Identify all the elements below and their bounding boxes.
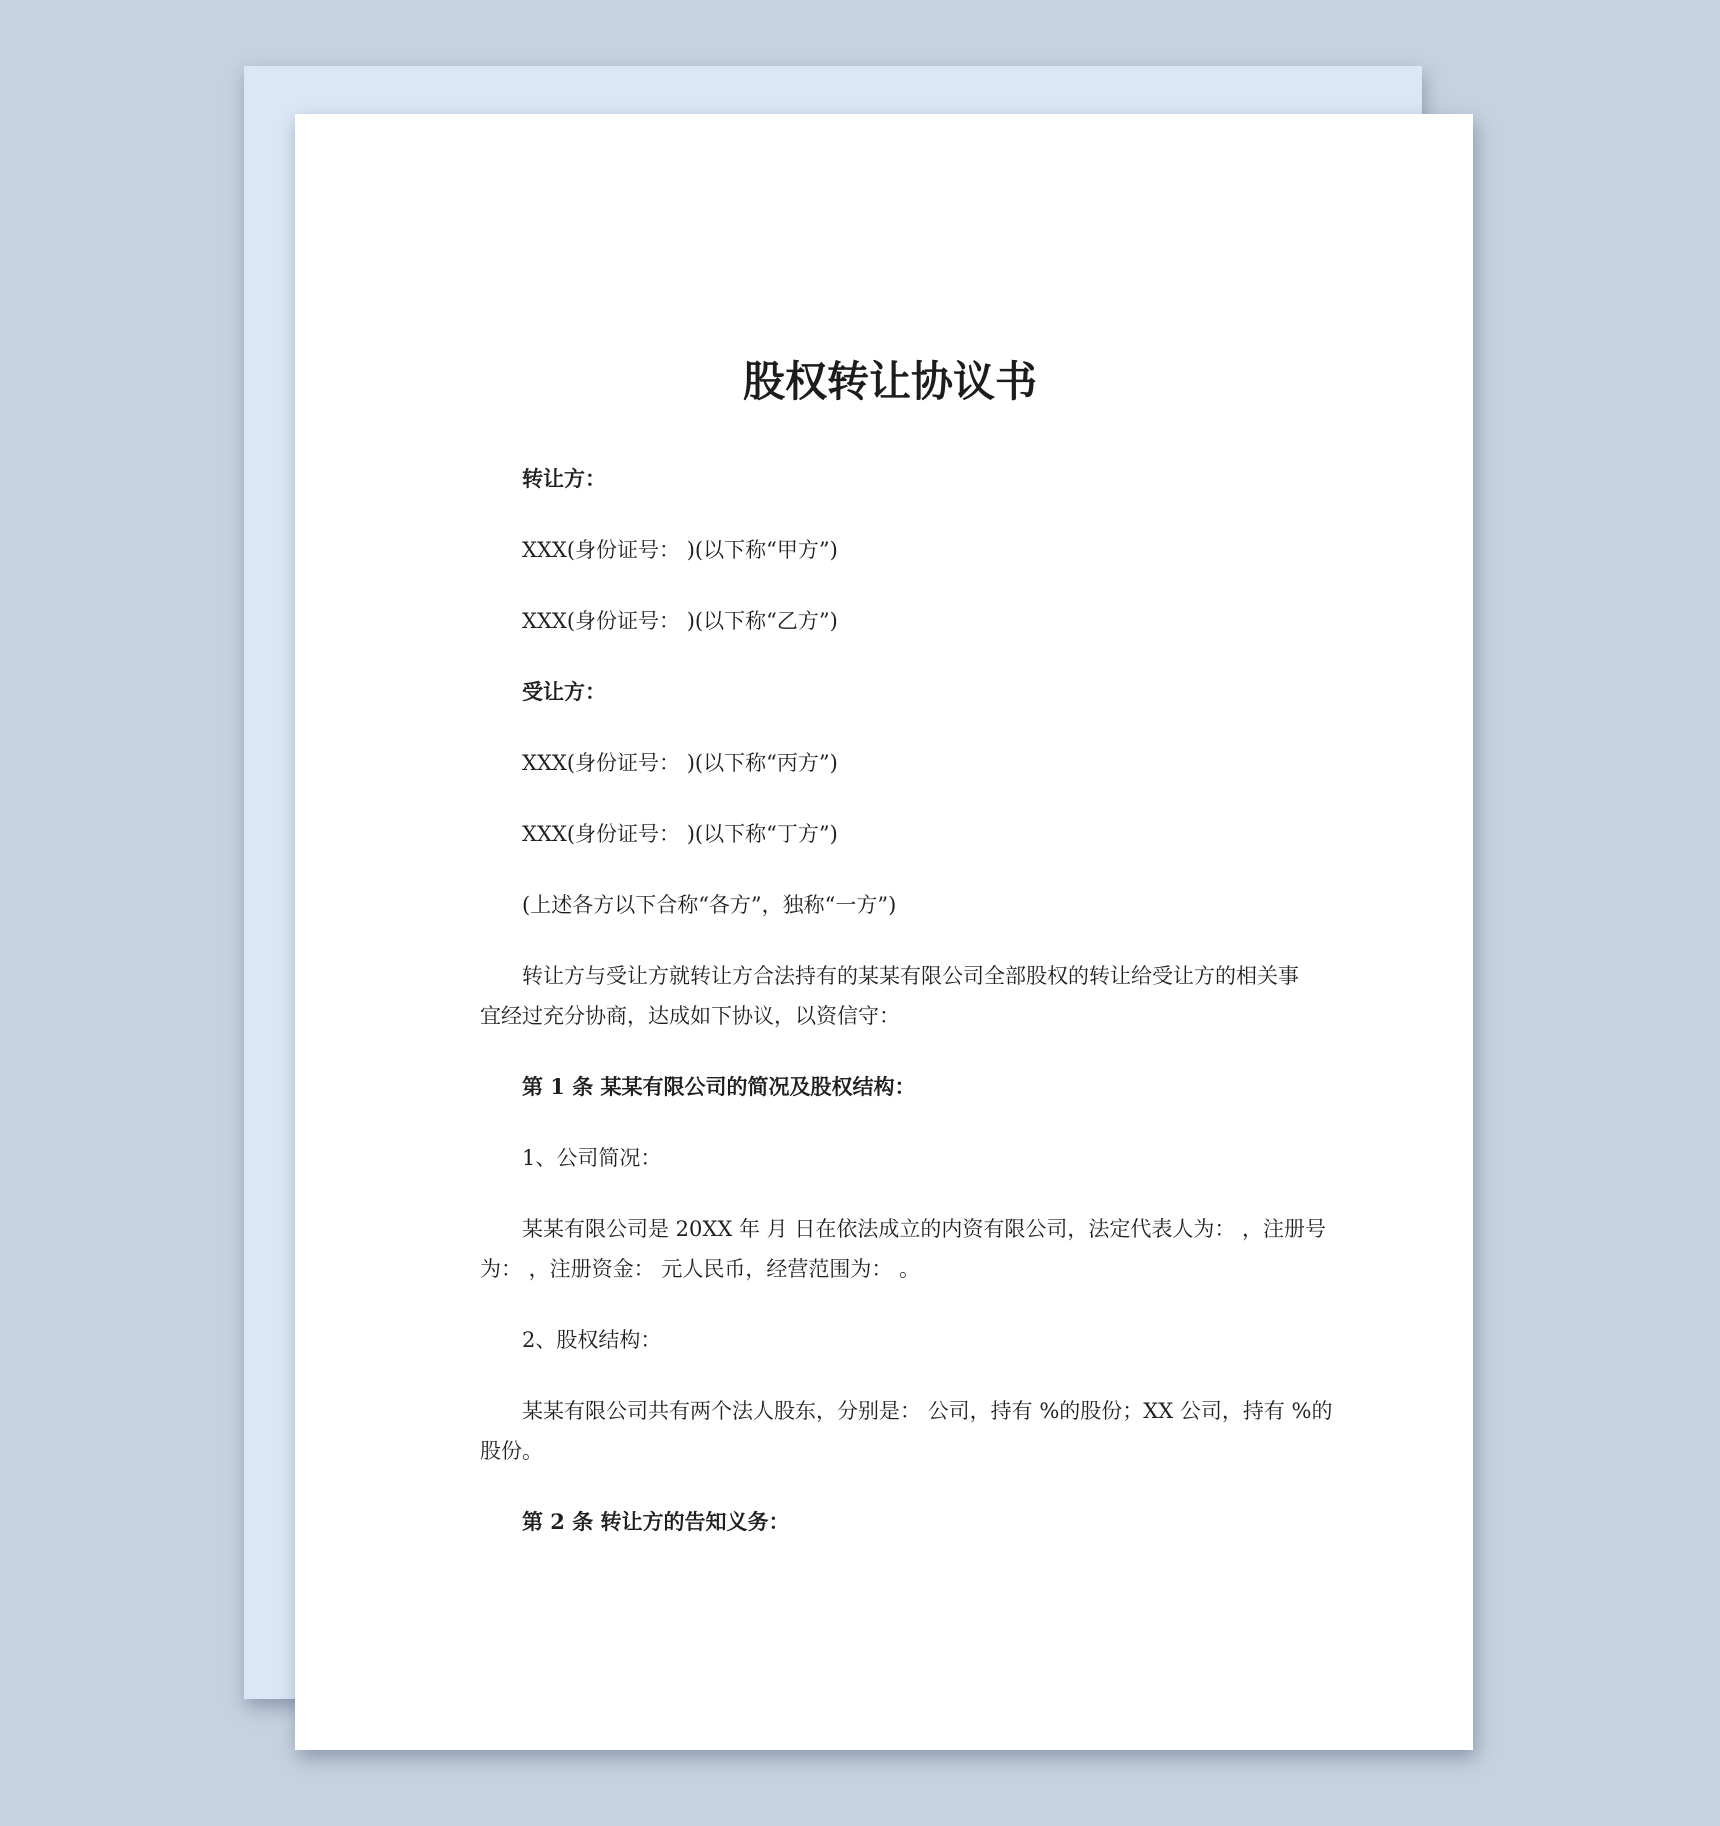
document-paragraph bbox=[480, 1209, 1326, 1289]
document-paragraph bbox=[480, 1502, 1300, 1542]
document-line: 1、公司简况： bbox=[522, 1146, 662, 1170]
document-page bbox=[295, 114, 1473, 1750]
document-paragraph bbox=[480, 459, 1300, 499]
document-line: XXX(身份证号： )(以下称“丙方”) bbox=[522, 751, 838, 775]
document-paragraph bbox=[480, 672, 1300, 712]
document-paragraph bbox=[480, 1138, 1300, 1178]
document-paragraph bbox=[480, 743, 1300, 783]
document-line: 某某有限公司是 20XX 年 月 日在依法成立的内资有限公司，法定代表人为： ，注册号 bbox=[522, 1217, 1326, 1241]
document-paragraph bbox=[480, 956, 1300, 1036]
document-paragraph bbox=[480, 1067, 1300, 1107]
document-paragraph bbox=[480, 1320, 1300, 1360]
document-line: 2、股权结构： bbox=[522, 1328, 662, 1352]
document-line: 第 2 条 转让方的告知义务： bbox=[522, 1509, 790, 1534]
document-paragraph bbox=[480, 814, 1300, 854]
document-title: 股权转让协议书 bbox=[742, 357, 1037, 406]
document-line: XXX(身份证号： )(以下称“乙方”) bbox=[522, 609, 838, 633]
document-line: XXX(身份证号： )(以下称“丁方”) bbox=[522, 822, 838, 846]
document-line: 为： ，注册资金： 元人民币，经营范围为： 。 bbox=[480, 1257, 921, 1281]
document-line: 宜经过充分协商，达成如下协议，以资信守： bbox=[480, 1004, 900, 1028]
document-line: 第 1 条 某某有限公司的简况及股权结构： bbox=[522, 1074, 916, 1099]
document-paragraph bbox=[480, 601, 1300, 641]
document-paragraph bbox=[480, 1391, 1333, 1471]
document-line: XXX(身份证号： )(以下称“甲方”) bbox=[522, 538, 838, 562]
document-line: 受让方： bbox=[522, 679, 606, 704]
document-line: (上述各方以下合称“各方”，独称“一方”) bbox=[522, 893, 897, 917]
document-line: 某某有限公司共有两个法人股东，分别是： 公司，持有 %的股份；XX 公司，持有 %的 bbox=[522, 1399, 1333, 1423]
document-paragraph bbox=[480, 530, 1300, 570]
document-line: 转让方： bbox=[522, 466, 606, 491]
document-line: 转让方与受让方就转让方合法持有的某某有限公司全部股权的转让给受让方的相关事 bbox=[522, 964, 1299, 988]
document-body bbox=[480, 459, 1333, 1542]
document-line: 股份。 bbox=[480, 1439, 543, 1463]
document-paragraph bbox=[480, 885, 1300, 925]
